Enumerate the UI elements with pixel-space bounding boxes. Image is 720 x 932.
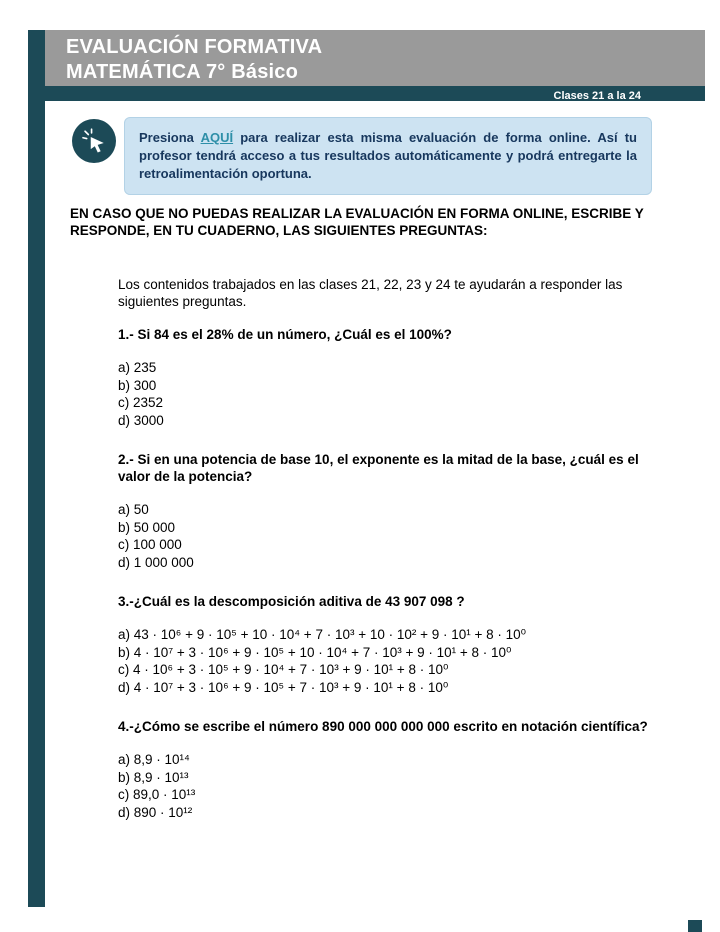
callout-text xyxy=(139,129,637,183)
online-evaluation-link[interactable]: AQUÍ xyxy=(200,130,234,145)
option-item: c) 100 000 xyxy=(118,537,182,552)
option-item: b) 8,9 · 10¹³ xyxy=(118,769,189,785)
click-cursor-icon xyxy=(72,119,116,163)
options-list xyxy=(118,501,650,571)
option-item: c) 89,0 · 10¹³ xyxy=(118,787,196,802)
question-title: 1.- Si 84 es el 28% de un número, ¿Cuál es el 100%? xyxy=(118,327,452,342)
option-item: a) 43 · 10⁶ + 9 · 10⁵ + 10 · 10⁴ + 7 · 10³ + 10 · 10² + 9 · 10¹ + 8 · 10⁰ xyxy=(118,627,527,642)
option-item: b) 50 000 xyxy=(118,519,176,535)
options-list xyxy=(118,359,650,429)
callout-text-after: para realizar esta misma evaluación de forma online. Así tu profesor tendrá acceso a tus resultados automáticamente y podrá entregarte la retroalimentación oportuna. xyxy=(139,130,638,181)
option-item: c) 4 · 10⁶ + 3 · 10⁵ + 9 · 10⁴ + 7 · 10³ + 9 · 10¹ + 8 · 10⁰ xyxy=(118,662,449,677)
intro-paragraph: Los contenidos trabajados en las clases 21, 22, 23 y 24 te ayudarán a responder las siguientes preguntas. xyxy=(118,277,623,309)
page-subtitle: MATEMÁTICA 7° Básico xyxy=(66,61,299,83)
option-item: b) 300 xyxy=(118,377,157,393)
option-item: d) 4 · 10⁷ + 3 · 10⁶ + 9 · 10⁵ + 7 · 10³ + 9 · 10¹ + 8 · 10⁰ xyxy=(118,679,449,695)
options-list xyxy=(118,626,650,696)
classes-badge: Clases 21 a la 24 xyxy=(553,90,641,102)
option-item: c) 2352 xyxy=(118,395,164,410)
questions-section xyxy=(118,276,650,843)
header-band xyxy=(45,30,705,86)
question-title: 2.- Si en una potencia de base 10, el exponente es la mitad de la base, ¿cuál es el valor de la potencia? xyxy=(118,452,639,484)
question-title: 4.-¿Cómo se escribe el número 890 000 000 000 000 escrito en notación científica? xyxy=(118,719,648,734)
option-item: a) 50 xyxy=(118,502,149,517)
question-block-2 xyxy=(118,451,650,571)
option-item: d) 890 · 10¹² xyxy=(118,804,193,820)
callout-text-before: Presiona xyxy=(139,130,201,145)
question-block-3 xyxy=(118,593,650,696)
option-item: d) 1 000 000 xyxy=(118,554,194,570)
left-accent-bar xyxy=(28,30,45,907)
question-block-1 xyxy=(118,326,650,429)
corner-accent-square xyxy=(688,920,702,932)
header-strip xyxy=(45,86,705,101)
page-title: EVALUACIÓN FORMATIVA xyxy=(66,36,323,58)
option-item: d) 3000 xyxy=(118,412,164,428)
online-callout xyxy=(124,117,652,195)
question-title: 3.-¿Cuál es la descomposición aditiva de 43 907 098 ? xyxy=(118,594,465,609)
instructions-paragraph: EN CASO QUE NO PUEDAS REALIZAR LA EVALUACIÓN EN FORMA ONLINE, ESCRIBE Y RESPONDE, EN TU CUADERNO, LAS SIGUIENTES PREGUNTAS: xyxy=(70,206,644,238)
option-item: a) 8,9 · 10¹⁴ xyxy=(118,752,190,767)
option-item: a) 235 xyxy=(118,360,157,375)
question-block-4 xyxy=(118,718,650,821)
option-item: b) 4 · 10⁷ + 3 · 10⁶ + 9 · 10⁵ + 10 · 10⁴ + 7 · 10³ + 9 · 10¹ + 8 · 10⁰ xyxy=(118,644,512,660)
options-list xyxy=(118,751,650,821)
